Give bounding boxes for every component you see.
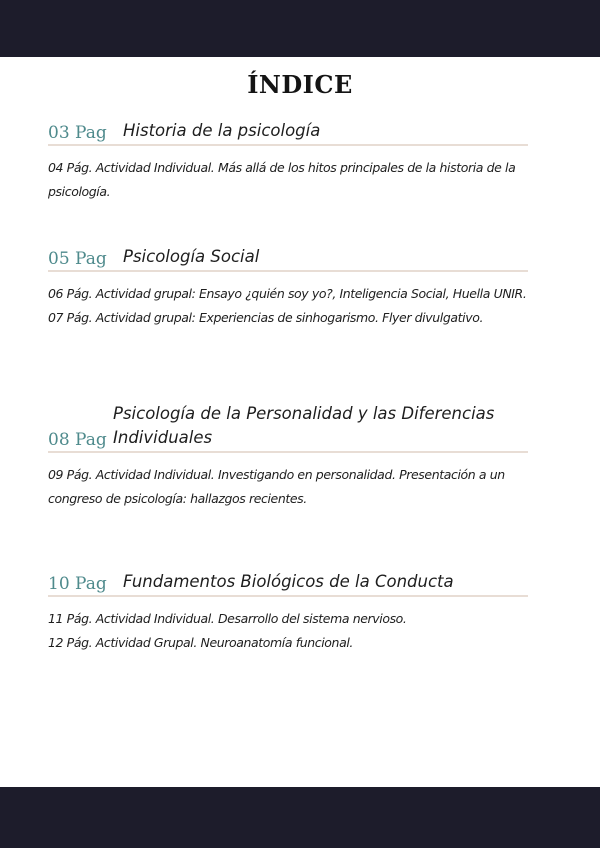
section-divider (48, 144, 528, 146)
section-heading: Psicología Social (123, 247, 260, 266)
top-banner (0, 0, 600, 57)
page-number: 10 Pag (48, 574, 107, 594)
toc-section-personalidad (48, 398, 528, 511)
section-header (48, 116, 528, 146)
toc-item: 09 Pág. Actividad Individual. Investigando en personalidad. Presentación a un congreso de psicología: hallazgos recientes. (48, 467, 505, 506)
toc-item: 07 Pág. Actividad grupal: Experiencias de sinhogarismo. Flyer divulgativo. (48, 310, 484, 325)
section-heading: Fundamentos Biológicos de la Conducta (123, 572, 454, 591)
toc-item: 12 Pág. Actividad Grupal. Neuroanatomía funcional. (48, 635, 353, 650)
toc-section-fundamentos (48, 567, 528, 655)
toc-item: 11 Pág. Actividad Individual. Desarrollo del sistema nervioso. (48, 611, 407, 626)
page-number: 05 Pag (48, 249, 107, 269)
section-heading-line: Psicología de la Personalidad y las Diferencias (113, 404, 495, 423)
page-number: 08 Pag (48, 430, 107, 450)
toc-item: 06 Pág. Actividad grupal: Ensayo ¿quién soy yo?, Inteligencia Social, Huella UNIR. (48, 286, 527, 301)
page-number: 03 Pag (48, 123, 107, 143)
section-divider (48, 595, 528, 597)
section-heading: Historia de la psicología (123, 121, 321, 140)
section-divider (48, 270, 528, 272)
section-items (48, 156, 528, 204)
section-header (48, 398, 528, 453)
section-header (48, 567, 528, 597)
page-title: ÍNDICE (247, 70, 353, 99)
section-items (48, 607, 528, 655)
bottom-banner (0, 787, 600, 848)
toc-item: 04 Pág. Actividad Individual. Más allá de los hitos principales de la historia de la psicología. (48, 160, 516, 199)
toc-section-social (48, 242, 528, 330)
section-header (48, 242, 528, 272)
section-items (48, 463, 528, 511)
section-divider (48, 451, 528, 453)
toc-section-historia (48, 116, 528, 204)
section-items (48, 282, 528, 330)
section-heading (113, 402, 494, 450)
section-heading-line: Individuales (113, 428, 213, 447)
